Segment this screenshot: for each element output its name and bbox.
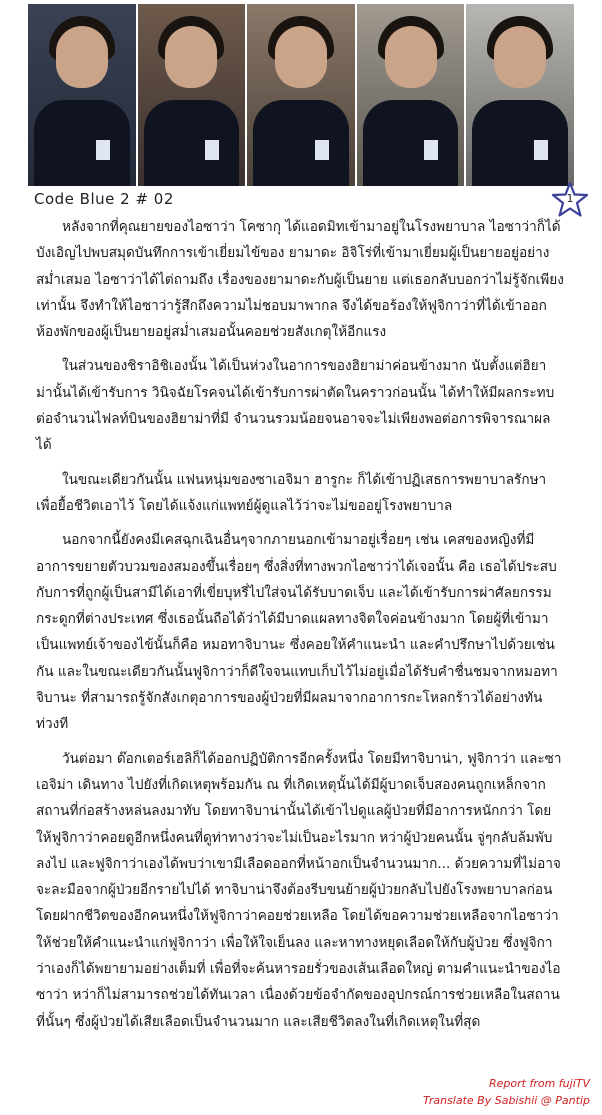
cast-photo-4	[357, 4, 465, 186]
cast-photo-1	[28, 4, 136, 186]
cast-photo-3	[247, 4, 355, 186]
paragraph: วันต่อมา ด๊อกเตอร์เฮลิก็ได้ออกปฏิบัติการอีกครั้งหนึ่ง โดยมีทาจิบาน่า, ฟูจิกาว่า และซาเอจิม่า เดินทาง ไปยังที่เกิดเหตุพร้อมกัน ณ ที่เกิดเหตุนั้นได้มีผู้บาดเจ็บสองคนถูกเหล็กจากสถานที่ก่อสร้างหล่นลงมาทับ โดยทาจิบาน่านั้นได้เข้าไปดูแลผู้ป่วยที่มีอาการหนักกว่า โดยให้ฟูจิกาว่าคอยดูอีกหนึ่งคนที่ดูท่าทางว่าจะไม่เป็นอะไรมาก หว่าผู้ป่วยคนนั้น จู่ๆกลับล้มพับลงไป และฟูจิกาว่าเองได้พบว่าเขามีเลือดออกที่หน้าอกเป็นจำนวนมาก... ด้วยความที่ไม่อาจจะละมือจากผู้ป่วยอีกรายไปได้ ทาจิบาน่าจึงต้องรีบขนย้ายผู้ป่วยกลับไปยังโรงพยาบาลก่อน โดยฝากชีวิตของอีกคนหนึ่งให้ฟูจิกาว่าคอยช่วยเหลือ โดยได้ขอความช่วยเหลือจากไอซาว่า ให้ช่วยให้คำแนะนำแก่ฟูจิกาว่า เพื่อให้ใจเย็นลง และหาทางหยุดเลือดให้กับผู้ป่วย ซึ่งฟูจิกาว่าเองก็ได้พยายามอย่างเต็มที่ เพื่อที่จะค้นหารอยรั่วของเส้นเลือดใหญ่ ตามคำแนะนำของไอซาว่า หว่าก็ไม่สามารถช่วยได้ทันเวลา เนื่องด้วยข้อจำกัดของอุปกรณ์การช่วยเหลือในสถานที่นั้นๆ ซึ่งผู้ป่วยได้เสียเลือดเป็นจำนวนมาก และเสียชีวิตลงในที่เกิดเหตุในที่สุด	[36, 750, 562, 1030]
translate-credit: Translate By Sabishii @ Pantip	[422, 1094, 590, 1107]
paragraph: ในส่วนของชิราอิชิเองนั้น ได้เป็นห่วงในอาการของฮิยาม่าค่อนข้างมาก นับตั้งแต่ฮิยาม่านั้นได้เข้ารับการ วินิจฉัยโรคจนได้เข้ารับการผ่าตัดในคราวก่อนนั้น ได้ทำให้มีผลกระทบต่อจำนวนไฟลท์บินของฮิยาม่าที่มี จำนวนรวมน้อยจนอาจจะไม่เพียงพอต่อการพิจารณาผลได้	[36, 358, 555, 454]
credits	[423, 1075, 590, 1109]
cast-photo-banner	[28, 4, 574, 186]
document-title: Code Blue 2 # 02	[34, 190, 174, 208]
page-number: 1	[566, 192, 574, 205]
paragraph: นอกจากนี้ยังคงมีเคสฉุกเฉินอื่นๆจากภายนอกเข้ามาอยู่เรื่อยๆ เช่น เคสของหญิงที่มีอาการขยายตัวบวมของสมองขึ้นเรื่อยๆ ซึ่งสิ่งที่ทางพวกไอซาว่าได้เจอนั้น คือ เธอได้ประสบกับการที่ถูกผู้เป็นสามีได้เอาที่เขี่ยบุหรี่ไปใส่จนได้รับบาดเจ็บ และได้เข้ารับการผ่าศัลยกรรมกระดูกที่ต่างประเทศ ซึ่งเธอนั้นถือได้ว่าได้มีบาดแผลทางจิตใจค่อนข้างมาก โดยผู้ที่เข้ามาเป็นแพทย์เจ้าของไข้นั้นก็คือ หมอทาจิบานะ ซึ่งคอยให้คำแนะนำ และคำปรึกษาไปด้วยเช่นกัน และในขณะเดียวกันนั้นฟูจิกาว่าก็ดีใจจนแทบเก็บไว้ไม่อยู่เมื่อได้รับคำชื่นชมจากหมอทาจิบานะ ที่สามารถรู้จักสังเกตุอาการของผู้ป่วยที่มีผลมาจากอาการกะโหลกร้าวได้อย่างทันท่วงที	[36, 532, 558, 733]
paragraph: หลังจากที่คุณยายของไอซาว่า โคซากุ ได้แอดมิทเข้ามาอยู่ในโรงพยาบาล ไอซาว่าก็ได้บังเอิญไปพบสมุดบันทึกการเข้าเยี่ยมไข้ของ ยามาดะ อิจิโร่ที่เข้ามาเยี่ยมผู้เป็นยายอยู่อย่างสม่ำเสมอ ไอซาว่าได้ไต่ถามถึง เรื่องของยามาดะกับผู้เป็นยาย แต่เธอกลับบอกว่าไม่รู้จักเพียงเท่านั้น จึงทำให้ไอซาว่ารู้สึกถึงความไม่ชอบมาพากล จึงได้ขอร้องให้ฟูจิกาว่าที่ได้เข้าออกห้องพักของผู้เป็นยายอยู่สม่ำเสมอนั้นคอยช่วยสังเกตุให้อีกแรง	[36, 219, 564, 341]
cast-photo-2	[138, 4, 246, 186]
cast-photo-5	[466, 4, 574, 186]
paragraph: ในขณะเดียวกันนั้น แฟนหนุ่มของซาเอจิมา ฮารูกะ ก็ได้เข้าปฏิเสธการพยาบาลรักษาเพื่อยื้อชีวิตเอาไว้ โดยได้แจ้งแก่แพทย์ผู้ดูแลไว้ว่าจะไม่ขออยู่โรงพยาบาล	[36, 471, 547, 514]
article-body	[36, 214, 564, 1043]
report-credit: Report from fujiTV	[489, 1077, 590, 1090]
